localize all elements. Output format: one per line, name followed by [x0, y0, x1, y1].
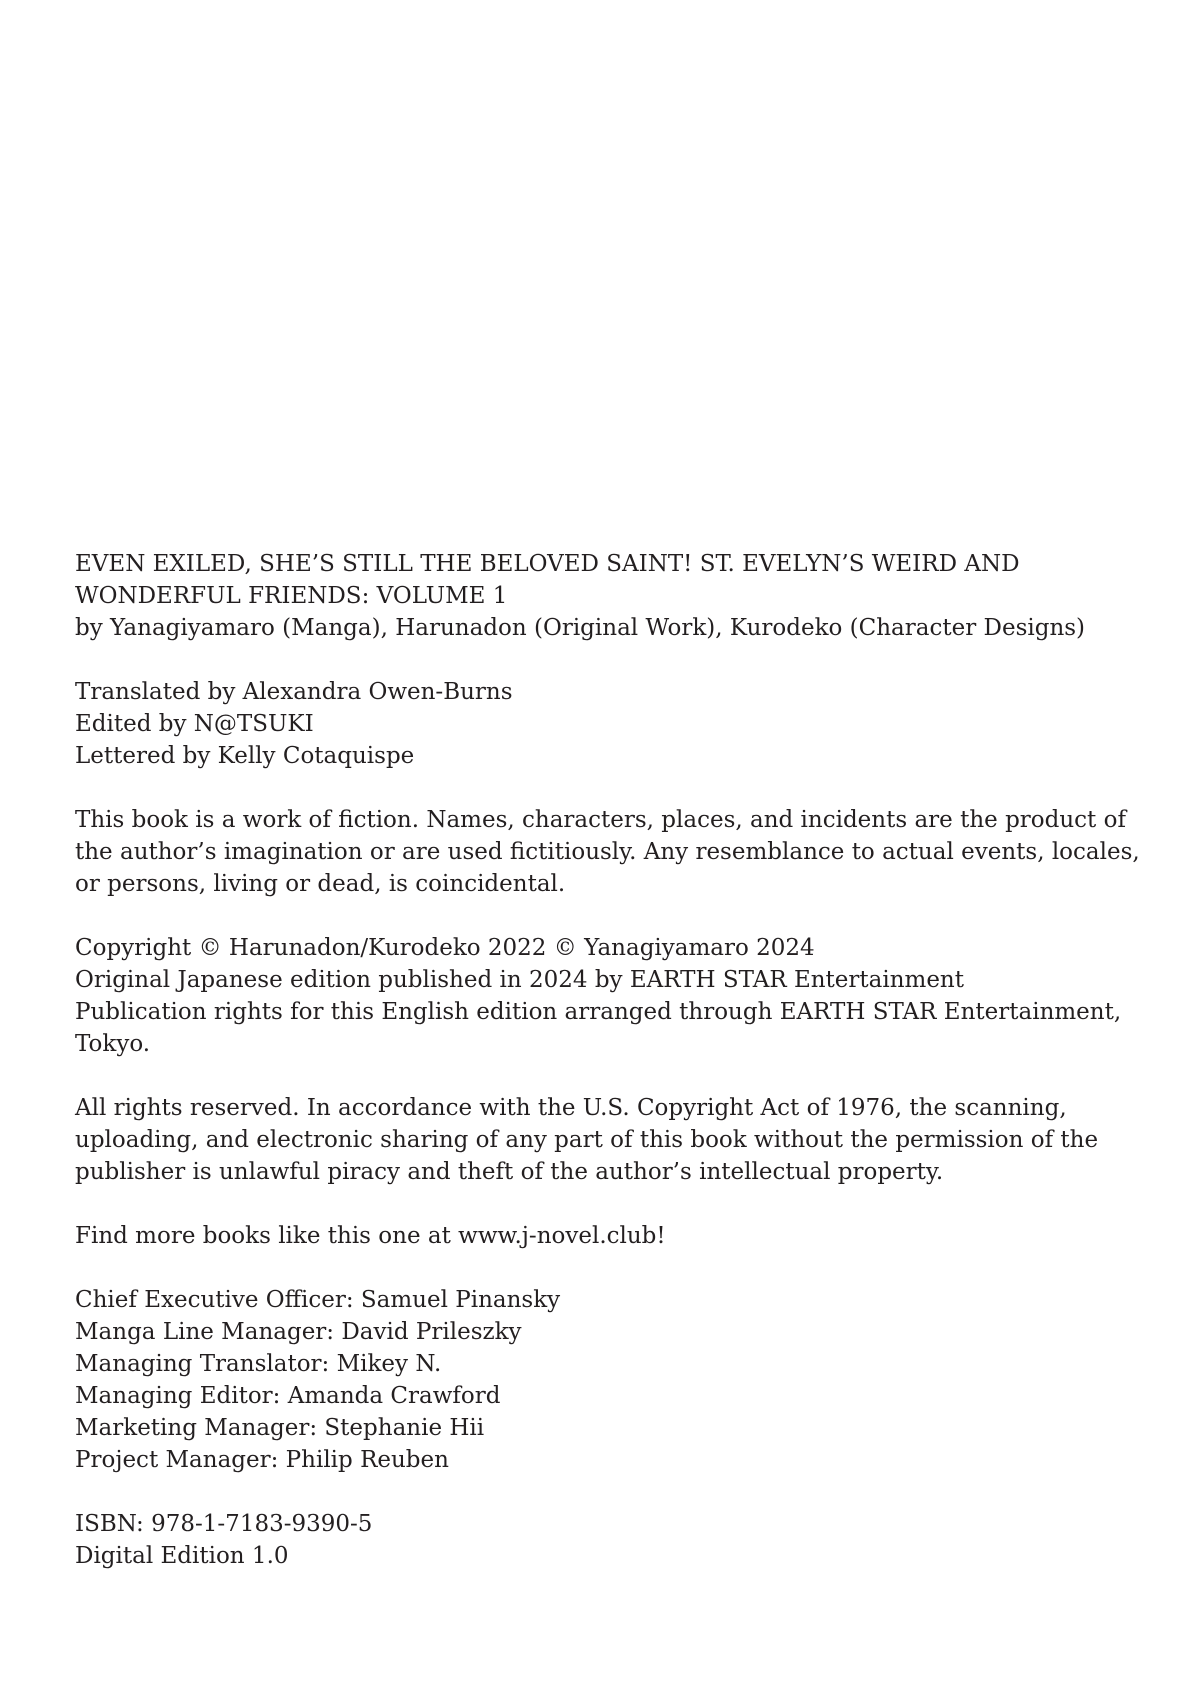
staff-line-ceo: Chief Executive Officer: Samuel Pinansky	[75, 1287, 561, 1313]
copyright-line: Copyright © Harunadon/Kurodeko 2022 © Yanagiyamaro 2024	[75, 935, 815, 961]
fiction-notice-line: This book is a work of fiction. Names, characters, places, and incidents are the product of	[75, 807, 1126, 833]
rights-reserved-block	[75, 1092, 1135, 1188]
original-edition-line: Original Japanese edition published in 2024 by EARTH STAR Entertainment	[75, 967, 964, 993]
publication-rights-line: Tokyo.	[75, 1031, 151, 1057]
publication-rights-line: Publication rights for this English edition arranged through EARTH STAR Entertainment,	[75, 999, 1122, 1025]
book-title-line-2: WONDERFUL FRIENDS: VOLUME 1	[75, 583, 508, 609]
staff-line-managing-translator: Managing Translator: Mikey N.	[75, 1351, 442, 1377]
staff-line-managing-editor: Managing Editor: Amanda Crawford	[75, 1383, 501, 1409]
copyright-page	[75, 548, 1140, 1604]
digital-edition: Digital Edition 1.0	[75, 1543, 289, 1569]
promo-text: Find more books like this one at www.j-novel.club!	[75, 1223, 666, 1249]
staff-line-manga-line-manager: Manga Line Manager: David Prileszky	[75, 1319, 522, 1345]
copyright-block	[75, 932, 1135, 1060]
translator-credit: Translated by Alexandra Owen-Burns	[75, 679, 513, 705]
staff-block	[75, 1284, 1135, 1476]
isbn: ISBN: 978-1-7183-9390-5	[75, 1511, 373, 1537]
promo-block	[75, 1220, 1135, 1252]
editor-credit: Edited by N@TSUKI	[75, 711, 314, 737]
credits-block	[75, 676, 1135, 772]
letterer-credit: Lettered by Kelly Cotaquispe	[75, 743, 415, 769]
book-title-line-1: EVEN EXILED, SHE’S STILL THE BELOVED SAINT! ST. EVELYN’S WEIRD AND	[75, 551, 1020, 577]
edition-block	[75, 1508, 1135, 1572]
byline: by Yanagiyamaro (Manga), Harunadon (Original Work), Kurodeko (Character Designs)	[75, 615, 1086, 641]
fiction-notice	[75, 804, 1140, 900]
title-block	[75, 548, 1135, 644]
rights-line: uploading, and electronic sharing of any part of this book without the permission of the	[75, 1127, 1099, 1153]
fiction-notice-line: the author’s imagination or are used fictitiously. Any resemblance to actual events, locales,	[75, 839, 1140, 865]
staff-line-marketing-manager: Marketing Manager: Stephanie Hii	[75, 1415, 485, 1441]
fiction-notice-line: or persons, living or dead, is coincidental.	[75, 871, 566, 897]
rights-line: publisher is unlawful piracy and theft of the author’s intellectual property.	[75, 1159, 944, 1185]
rights-line: All rights reserved. In accordance with the U.S. Copyright Act of 1976, the scanning,	[75, 1095, 1067, 1121]
staff-line-project-manager: Project Manager: Philip Reuben	[75, 1447, 449, 1473]
